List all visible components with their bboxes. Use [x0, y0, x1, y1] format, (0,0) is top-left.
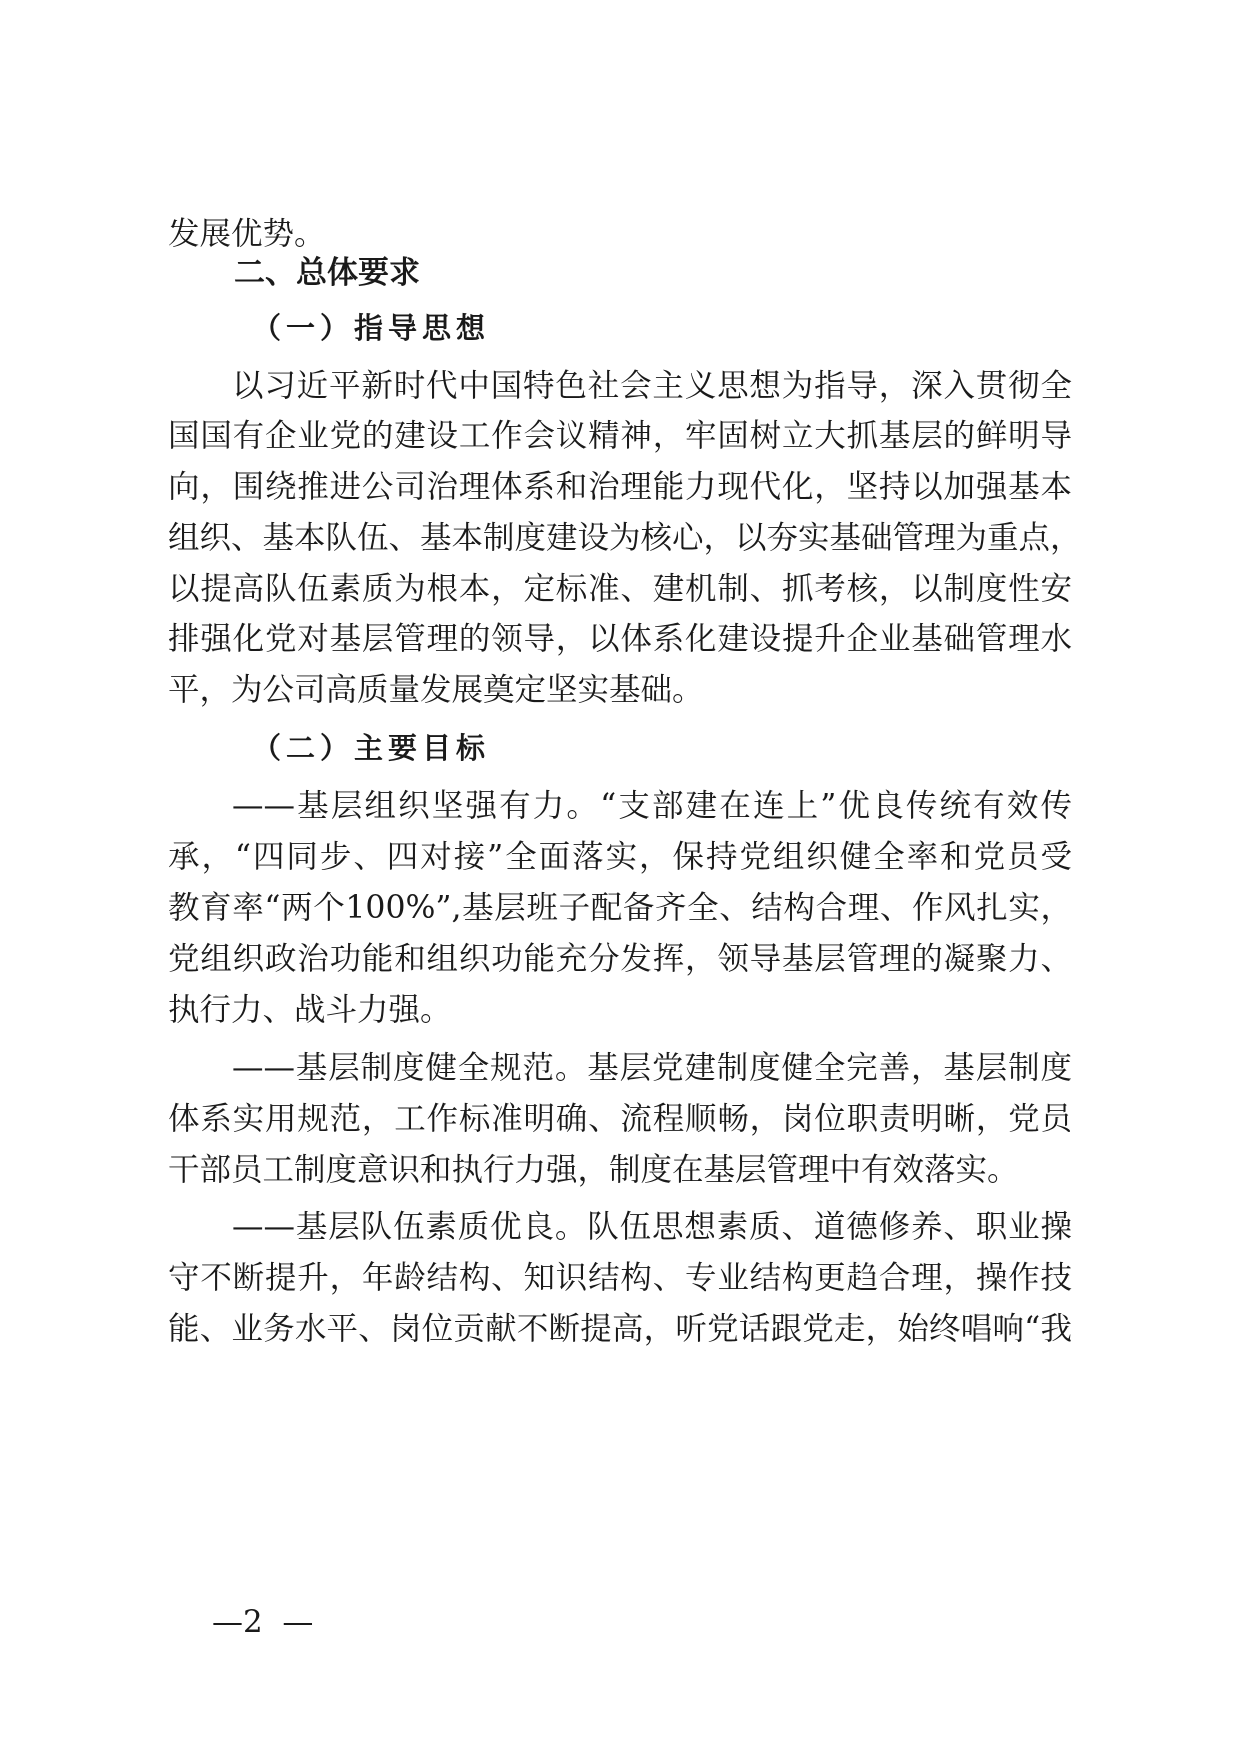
paragraph-line: 党组织政治功能和组织功能充分发挥，领导基层管理的凝聚力、 — [168, 941, 1072, 977]
subsection-heading-main-goals: （二）主要目标 — [252, 731, 491, 765]
paragraph-line: 国国有企业党的建设工作会议精神，牢固树立大抓基层的鲜明导 — [168, 418, 1072, 454]
paragraph-line: 干部员工制度意识和执行力强，制度在基层管理中有效落实。 — [168, 1152, 1019, 1188]
paragraph-line: 承，“四同步、四对接”全面落实，保持党组织健全率和党员受 — [168, 839, 1072, 875]
paragraph-line: ——基层组织坚强有力。“支部建在连上”优良传统有效传 — [232, 788, 1072, 824]
paragraph-line: 向，围绕推进公司治理体系和治理能力现代化，坚持以加强基本 — [168, 469, 1072, 505]
page-number: —2 — — [212, 1604, 314, 1640]
paragraph-line: ——基层队伍素质优良。队伍思想素质、道德修养、职业操 — [232, 1209, 1072, 1245]
paragraph-line: 以习近平新时代中国特色社会主义思想为指导，深入贯彻全 — [232, 368, 1072, 404]
paragraph-line: 组织、基本队伍、基本制度建设为核心，以夯实基础管理为重点， — [168, 520, 1082, 556]
paragraph-line: ——基层制度健全规范。基层党建制度健全完善，基层制度 — [232, 1050, 1072, 1086]
subsection-heading-guiding-thought: （一）指导思想 — [252, 311, 491, 345]
continuation-line: 发展优势。 — [168, 216, 326, 252]
paragraph-line: 执行力、战斗力强。 — [168, 992, 452, 1028]
paragraph-line: 能、业务水平、岗位贡献不断提高，听党话跟党走，始终唱响“我 — [168, 1311, 1072, 1347]
paragraph-line: 体系实用规范，工作标准明确、流程顺畅，岗位职责明晰，党员 — [168, 1101, 1072, 1137]
paragraph-line: 守不断提升，年龄结构、知识结构、专业结构更趋合理，操作技 — [168, 1260, 1072, 1296]
paragraph-line: 教育率“两个100%”,基层班子配备齐全、结构合理、作风扎实， — [168, 890, 1072, 926]
paragraph-line: 平，为公司高质量发展奠定坚实基础。 — [168, 672, 704, 708]
section-heading: 二、总体要求 — [234, 255, 420, 291]
paragraph-line: 以提高队伍素质为根本，定标准、建机制、抓考核，以制度性安 — [168, 571, 1072, 607]
paragraph-line: 排强化党对基层管理的领导，以体系化建设提升企业基础管理水 — [168, 621, 1072, 657]
